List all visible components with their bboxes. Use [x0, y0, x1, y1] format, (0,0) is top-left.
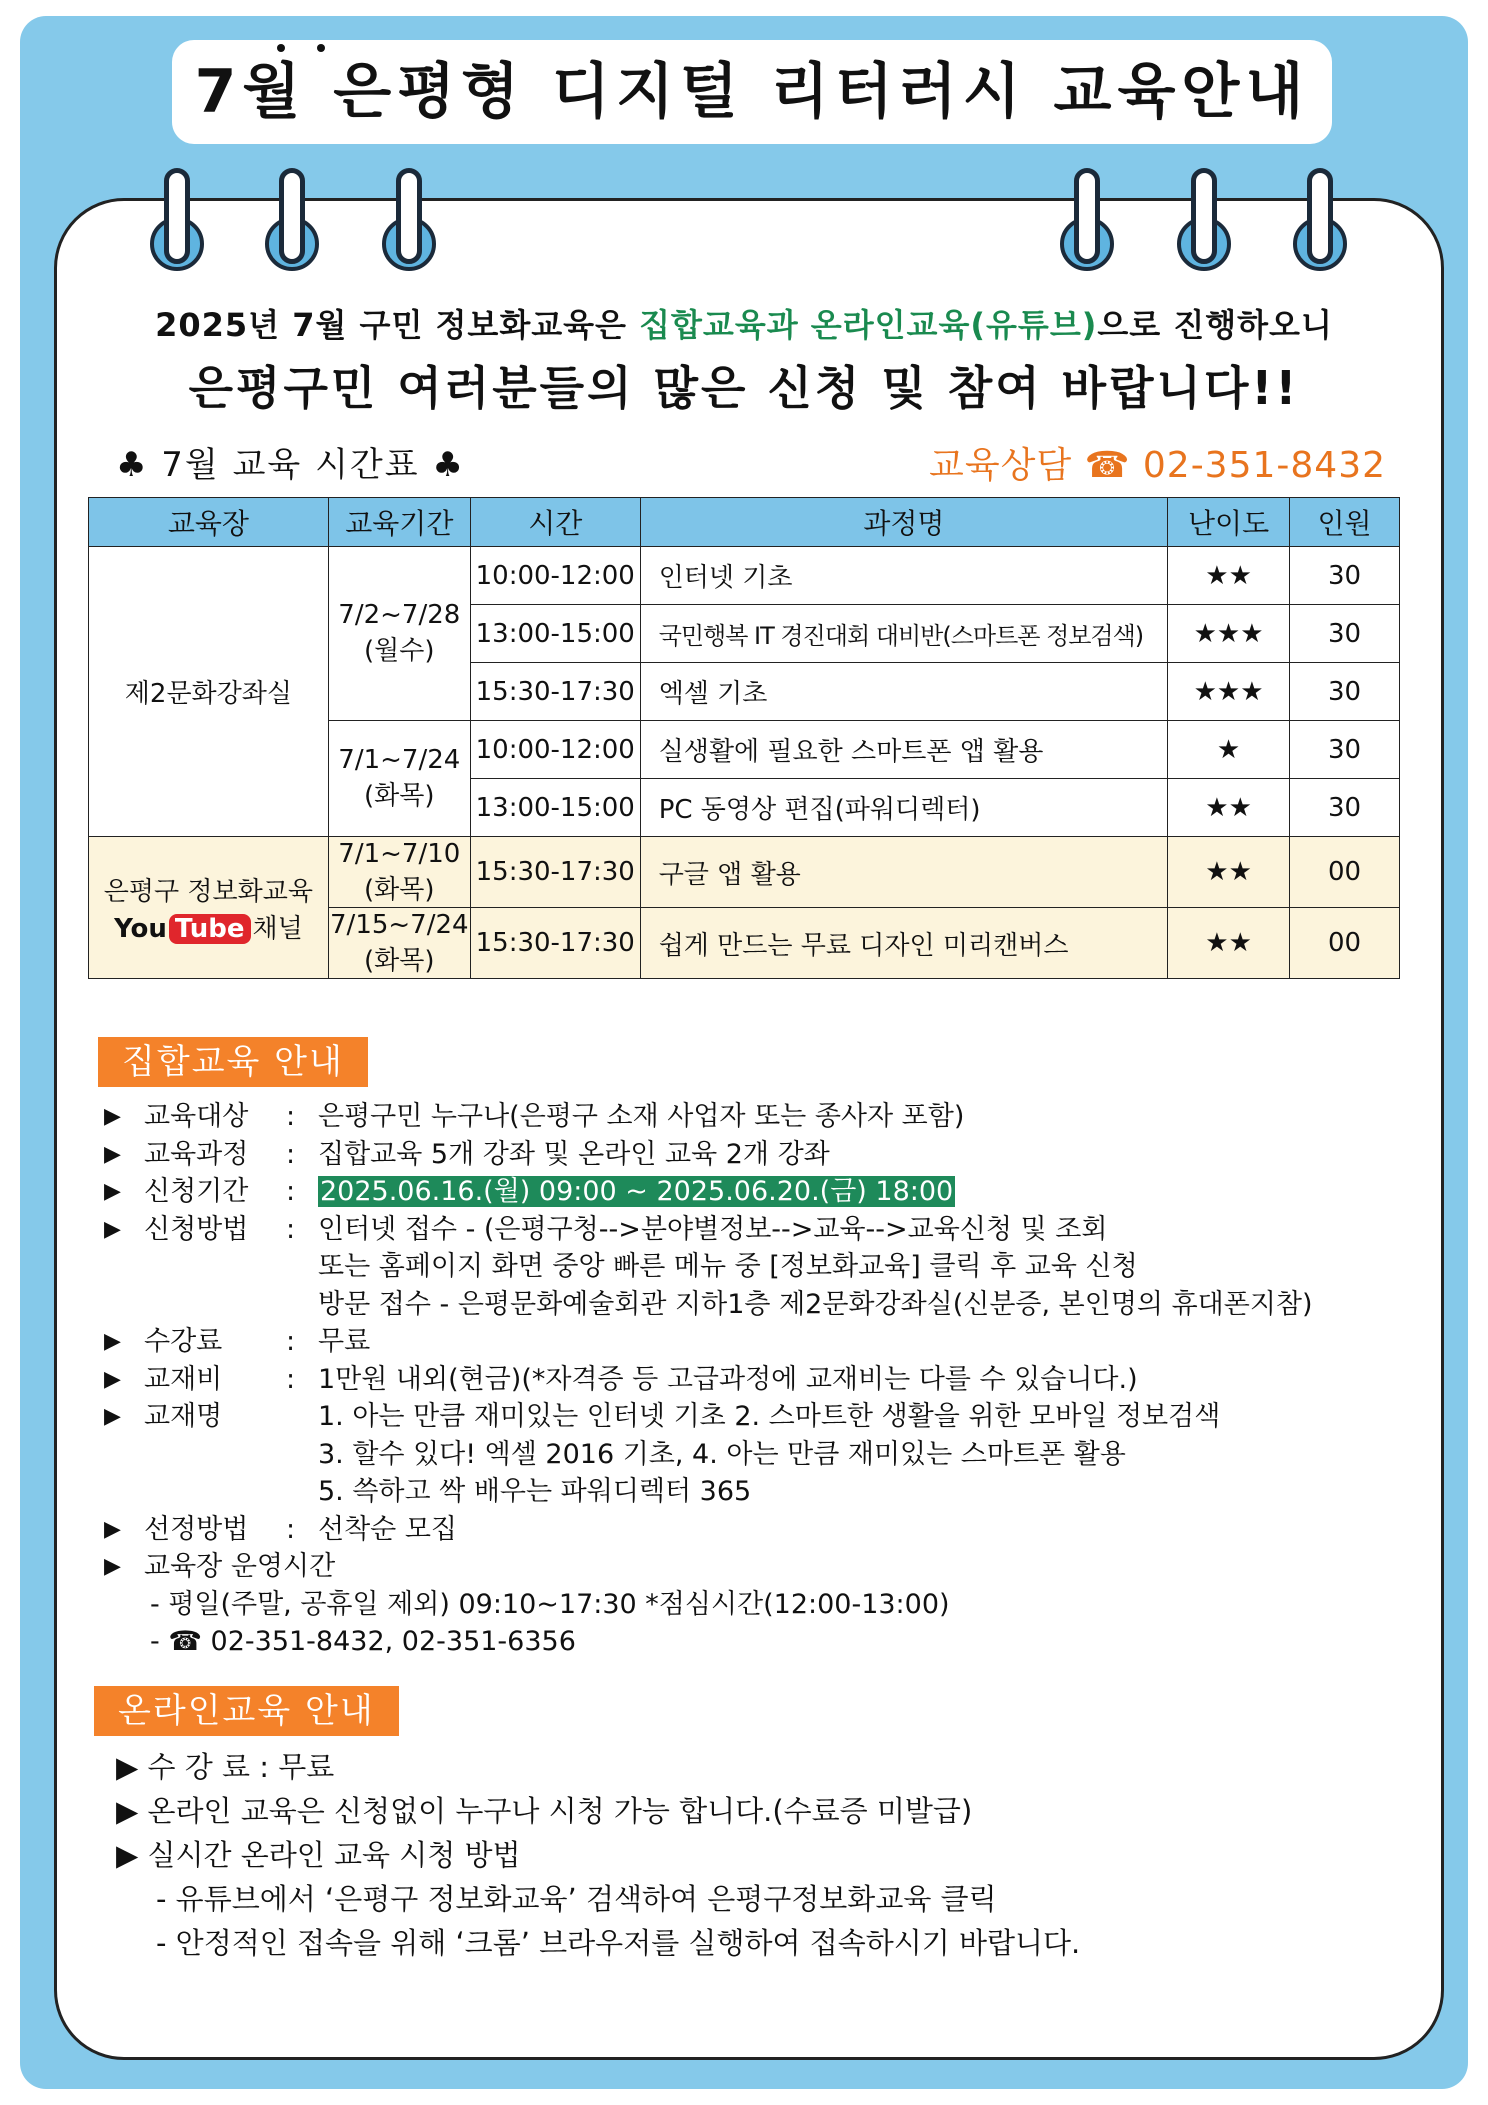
header-cell: 교육기간 [328, 498, 470, 547]
header-cell: 인원 [1290, 498, 1400, 547]
colon: : [286, 1176, 296, 1207]
count-cell: 30 [1290, 779, 1400, 837]
info-value: 1. 아는 만큼 재미있는 인터넷 기초 2. 스마트한 생활을 위한 모바일 정보검색 [318, 1401, 1221, 1432]
online-line: ▶ 온라인 교육은 신청없이 누구나 시청 가능 합니다.(수료증 미발급) [116, 1794, 973, 1828]
info-row [104, 1211, 1313, 1249]
table-row [89, 547, 1400, 605]
info-label: 수강료 [144, 1326, 223, 1357]
info-row [104, 1398, 1313, 1436]
title-dot [277, 44, 285, 52]
period-cell [328, 837, 470, 908]
header-cell: 교육장 [89, 498, 329, 547]
channel-text: 채널 [252, 913, 303, 944]
youtube-venue-cell [89, 837, 329, 979]
binder-ring [396, 168, 422, 264]
time-cell: 10:00-12:00 [470, 547, 640, 605]
hours-line: - ☎ 02-351-8432, 02-351-6356 [150, 1626, 576, 1657]
period-days: (화목) [364, 781, 435, 811]
info-value-cont: 방문 접수 - 은평문화예술회관 지하1층 제2문화강좌실(신분증, 본인명의 휴대폰지참) [318, 1288, 1313, 1320]
info-row [104, 1098, 1313, 1136]
bullet: ▶ [104, 1329, 121, 1354]
bullet: ▶ [104, 1216, 121, 1242]
online-line: ▶ 수 강 료 : 무료 [116, 1750, 335, 1784]
bullet: ▶ [104, 1179, 121, 1204]
time-cell: 10:00-12:00 [470, 721, 640, 779]
info-row [104, 1136, 1313, 1174]
count-cell: 00 [1290, 837, 1400, 908]
level-cell: ★★ [1168, 908, 1290, 979]
hours-line: - 평일(주말, 공휴일 제외) 09:10~17:30 *점심시간(12:00-13:00) [150, 1588, 950, 1620]
time-cell: 15:30-17:30 [470, 663, 640, 721]
info-value: 은평구민 누구나(은평구 소재 사업자 또는 종사자 포함) [318, 1101, 965, 1132]
info-value-cont: 또는 홈페이지 화면 중앙 빠른 메뉴 중 [정보화교육] 클릭 후 교육 신청 [318, 1251, 1138, 1282]
course-cell: 인터넷 기초 [640, 547, 1167, 605]
bullet: ▶ [104, 1404, 121, 1429]
table-header-row [89, 498, 1400, 547]
period-cell [328, 908, 470, 979]
info-value: 1만원 내외(현금)(*자격증 등 고급과정에 교재비는 다를 수 있습니다.) [318, 1363, 1138, 1395]
colon: : [286, 1101, 296, 1132]
info-row [104, 1361, 1313, 1399]
bullet: ▶ [104, 1141, 121, 1167]
course-cell: 쉽게 만드는 무료 디자인 미리캔버스 [640, 908, 1167, 979]
info-label: 교육대상 [144, 1101, 249, 1132]
time-cell: 13:00-15:00 [470, 779, 640, 837]
consult-phone: 교육상담 ☎ 02-351-8432 [929, 445, 1386, 486]
level-cell: ★★★ [1168, 663, 1290, 721]
level-cell: ★★ [1168, 779, 1290, 837]
count-cell: 30 [1290, 605, 1400, 663]
schedule-title: ♣ 7월 교육 시간표 ♣ [116, 445, 465, 485]
youtube-tube: Tube [169, 914, 251, 944]
online-heading: 온라인교육 안내 [94, 1686, 399, 1736]
colon: : [286, 1513, 296, 1545]
info-label: 교재비 [144, 1363, 223, 1395]
count-cell: 30 [1290, 663, 1400, 721]
period-days: (화목) [364, 945, 435, 976]
offline-heading: 집합교육 안내 [98, 1037, 368, 1087]
info-label: 교재명 [144, 1401, 223, 1432]
time-cell: 15:30-17:30 [470, 908, 640, 979]
offline-info [104, 1098, 1313, 1661]
online-line: ▶ 실시간 온라인 교육 시청 방법 [116, 1838, 521, 1872]
header-cell: 난이도 [1168, 498, 1290, 547]
level-cell: ★ [1168, 721, 1290, 779]
binder-ring [1307, 168, 1333, 264]
colon: : [286, 1138, 296, 1170]
time-cell: 13:00-15:00 [470, 605, 640, 663]
page-title: 7월 은평형 디지털 리터러시 교육안내 [194, 57, 1310, 127]
period-days: (월수) [364, 636, 435, 666]
binder-ring [164, 168, 190, 264]
info-value: 무료 [318, 1326, 371, 1357]
binder-ring [279, 168, 305, 264]
intro-line-2: 은평구민 여러분들의 많은 신청 및 참여 바랍니다!! [188, 361, 1300, 415]
header-cell: 과정명 [640, 498, 1167, 547]
info-label: 교육장 운영시간 [144, 1551, 336, 1582]
period-text: 7/15~7/24 [330, 909, 469, 940]
course-cell: 실생활에 필요한 스마트폰 앱 활용 [640, 721, 1167, 779]
period-text: 7/1~7/10 [338, 838, 461, 869]
info-value: 집합교육 5개 강좌 및 온라인 교육 2개 강좌 [318, 1138, 830, 1170]
info-label: 신청방법 [144, 1213, 249, 1245]
info-value-cont: 5. 쓱하고 싹 배우는 파워디렉터 365 [318, 1476, 752, 1507]
level-cell: ★★★ [1168, 605, 1290, 663]
course-cell: 엑셀 기초 [640, 663, 1167, 721]
intro-highlight: 집합교육과 온라인교육(유튜브) [639, 306, 1098, 344]
info-label: 교육과정 [144, 1138, 249, 1170]
count-cell: 00 [1290, 908, 1400, 979]
level-cell: ★★ [1168, 837, 1290, 908]
bullet: ▶ [104, 1554, 121, 1579]
venue-text: 은평구 정보화교육 [103, 876, 313, 907]
period-days: (화목) [364, 874, 435, 905]
info-value-cont: 3. 할수 있다! 엑셀 2016 기초, 4. 아는 만큼 재미있는 스마트폰 활용 [318, 1438, 1126, 1470]
title-dot [317, 44, 325, 52]
info-row [104, 1511, 1313, 1549]
period-cell [328, 547, 470, 721]
intro-text: 2025년 7월 구민 정보화교육은 [155, 306, 640, 344]
binder-ring [1074, 168, 1100, 264]
table-row [89, 837, 1400, 908]
info-row [104, 1173, 1313, 1211]
youtube-you: You [114, 913, 167, 944]
online-line: - 안정적인 접속을 위해 ‘크롬’ 브라우저를 실행하여 접속하시기 바랍니다. [156, 1926, 1081, 1960]
colon: : [286, 1363, 296, 1395]
bullet: ▶ [104, 1516, 121, 1542]
info-label: 신청기간 [144, 1176, 249, 1207]
bullet: ▶ [104, 1366, 121, 1392]
info-row [104, 1323, 1313, 1361]
info-value: 선착순 모집 [318, 1513, 457, 1545]
bullet: ▶ [104, 1104, 121, 1129]
schedule-table [88, 497, 1400, 979]
youtube-logo [89, 908, 328, 945]
online-line: - 유튜브에서 ‘은평구 정보화교육’ 검색하여 은평구정보화교육 클릭 [156, 1882, 997, 1916]
time-cell: 15:30-17:30 [470, 837, 640, 908]
info-row [104, 1548, 1313, 1586]
binder-ring [1191, 168, 1217, 264]
level-cell: ★★ [1168, 547, 1290, 605]
info-value: 인터넷 접수 - (은평구청-->분야별정보-->교육-->교육신청 및 조회 [318, 1213, 1108, 1245]
period-text: 7/1~7/24 [338, 745, 461, 775]
colon: : [286, 1213, 296, 1245]
intro-text: 으로 진행하오니 [1097, 306, 1333, 344]
application-period: 2025.06.16.(월) 09:00 ~ 2025.06.20.(금) 18:00 [320, 1176, 954, 1207]
header-cell: 시간 [470, 498, 640, 547]
count-cell: 30 [1290, 547, 1400, 605]
count-cell: 30 [1290, 721, 1400, 779]
course-cell: PC 동영상 편집(파워디렉터) [640, 779, 1167, 837]
info-label: 선정방법 [144, 1513, 249, 1545]
colon: : [286, 1326, 296, 1357]
intro-line-1 [0, 300, 1488, 346]
period-cell [328, 721, 470, 837]
period-text: 7/2~7/28 [338, 600, 461, 630]
course-cell: 국민행복 IT 경진대회 대비반(스마트폰 정보검색) [640, 605, 1167, 663]
course-cell: 구글 앱 활용 [640, 837, 1167, 908]
online-info [116, 1745, 1080, 1965]
venue-cell: 제2문화강좌실 [89, 547, 329, 837]
